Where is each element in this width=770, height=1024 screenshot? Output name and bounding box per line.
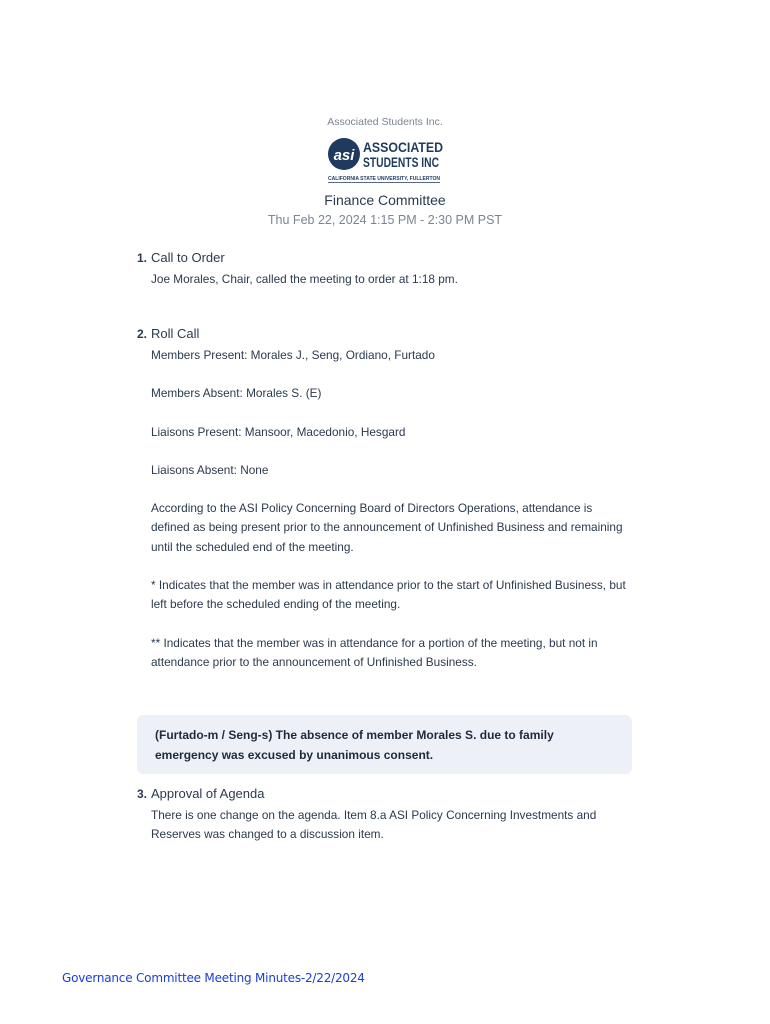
- agenda-item-title: Approval of Agenda: [151, 786, 265, 801]
- agenda-item-approval-of-agenda: [137, 786, 637, 845]
- call-to-order-text: Joe Morales, Chair, called the meeting to order at 1:18 pm.: [151, 272, 458, 286]
- svg-text:asi: asi: [333, 147, 355, 164]
- agenda-item-roll-call: [137, 326, 637, 672]
- meeting-datetime: Thu Feb 22, 2024 1:15 PM - 2:30 PM PST: [267, 213, 503, 227]
- agenda-item-call-to-order: [137, 250, 637, 289]
- organization-name: Associated Students Inc.: [327, 116, 443, 128]
- agenda-item-number: 2.: [137, 327, 148, 341]
- agenda-item-title: Call to Order: [151, 250, 225, 265]
- asi-logo: [327, 137, 445, 185]
- double-asterisk-note: ** Indicates that the member was in attendance for a portion of the meeting, but not in attendance prior to the announcement of Unfinished Business.: [151, 635, 598, 669]
- agenda-change-text: There is one change on the agenda. Item 8.a ASI Policy Concerning Investments and Reserves was changed to a discussion item.: [151, 808, 597, 842]
- svg-text:CALIFORNIA STATE UNIVERSITY, F: CALIFORNIA STATE UNIVERSITY, FULLERTON: [328, 176, 441, 182]
- attendance-policy-note: According to the ASI Policy Concerning Board of Directors Operations, attendance is defined as being present prior to the announcement of Unfinished Business and remaining until the scheduled end of the meeting.: [151, 501, 623, 554]
- meeting-title: Finance Committee: [324, 192, 446, 208]
- svg-text:ASSOCIATED: ASSOCIATED: [363, 140, 444, 155]
- agenda-item-heading: [137, 326, 637, 346]
- agenda-item-title: Roll Call: [151, 326, 200, 341]
- agenda-item-number: 3.: [137, 787, 148, 801]
- single-asterisk-note: * Indicates that the member was in attendance prior to the start of Unfinished Business, but left before the scheduled ending of the meeting.: [151, 578, 626, 612]
- liaisons-present: Liaisons Present: Mansoor, Macedonio, Hesgard: [151, 424, 406, 439]
- members-present: Members Present: Morales J., Seng, Ordiano, Furtado: [151, 348, 435, 362]
- liaisons-absent: Liaisons Absent: None: [151, 462, 269, 477]
- svg-text:STUDENTS INC: STUDENTS INC: [363, 155, 440, 170]
- members-absent: Members Absent: Morales S. (E): [151, 386, 322, 401]
- motion-box: (Furtado-m / Seng-s) The absence of member Morales S. due to family emergency was excused by unanimous consent.: [137, 715, 632, 774]
- footer-minutes-link[interactable]: Governance Committee Meeting Minutes-2/22/2024: [62, 971, 365, 985]
- agenda-item-heading: [137, 786, 637, 806]
- agenda-item-heading: [137, 250, 637, 270]
- agenda-item-number: 1.: [137, 251, 148, 265]
